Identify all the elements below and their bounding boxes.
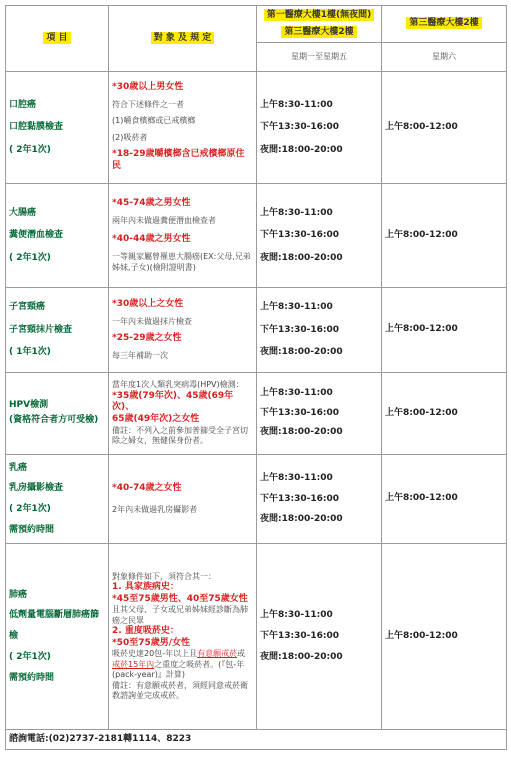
row-colorectal-cancer	[6, 184, 507, 288]
saturday-hours-cell	[382, 455, 507, 544]
header-site1-line2: 第三醫療大樓2樓	[281, 26, 356, 38]
criteria-text: 符合下述條件之一者	[112, 100, 184, 110]
item-appointment-note: 需預約時間	[9, 524, 55, 535]
criteria-cell	[109, 184, 257, 288]
criteria-cell	[109, 72, 257, 184]
weekday-hours-cell	[257, 288, 382, 373]
header-row	[6, 6, 507, 43]
hours-evening: 夜間:18:00-20:00	[260, 514, 343, 525]
header-item-label: 項 目	[43, 32, 70, 44]
criteria-text: (1)嚼食檳榔或已戒檳榔	[112, 116, 196, 126]
criteria-cell	[109, 455, 257, 544]
criteria-text: 兩年內未做過糞便潛血檢查者	[112, 216, 216, 226]
hours-evening: 夜間:18:00-20:00	[260, 252, 343, 263]
header-saturday: 星期六	[382, 43, 507, 72]
criteria-age: *25-29歲之女性	[112, 333, 182, 343]
criteria-underline: 戒菸15年內	[112, 659, 155, 669]
screening-schedule-table	[5, 5, 507, 750]
criteria-note: 備註：不列入之前參加普篩受全子宮切除之婦女，無健保身份者。	[112, 425, 248, 446]
item-cell	[6, 455, 109, 544]
item-test: 子宮頸抹片檢查	[9, 324, 73, 335]
hours-evening: 夜間:18:00-20:00	[260, 427, 343, 438]
criteria-note: 備註：有意願戒菸者，須經同意戒菸衛教諮詢並完成戒菸。	[112, 680, 248, 701]
header-site2-label: 第三醫療大樓2樓	[406, 17, 481, 29]
criteria-text: 每三年補助一次	[112, 350, 168, 360]
row-oral-cancer	[6, 72, 507, 184]
item-cell	[6, 184, 109, 288]
item-name: 大腸癌	[9, 207, 37, 218]
hours-saturday: 上午8:00-12:00	[385, 407, 458, 418]
row-hpv	[6, 373, 507, 455]
criteria-cell	[109, 544, 257, 730]
hours-morning: 上午8:30-11:00	[260, 472, 333, 483]
row-breast-cancer	[6, 455, 507, 544]
item-cell	[6, 373, 109, 455]
criteria-age: *35歲(79年次)、45歲(69年次)、	[112, 390, 234, 413]
hours-saturday: 上午8:00-12:00	[385, 630, 458, 641]
criteria-underline: 有意願戒菸	[197, 649, 238, 659]
weekday-hours-cell	[257, 544, 382, 730]
hours-saturday: 上午8:00-12:00	[385, 121, 458, 132]
criteria-age: *45-74歲之男女性	[112, 197, 191, 208]
item-name: 口腔癌	[9, 99, 37, 110]
hours-afternoon: 下午13:30-16:00	[260, 631, 340, 642]
criteria-text-part: 吸菸史達20包-年以上且	[112, 649, 198, 659]
criteria-heading: 2. 重度吸菸史：	[112, 626, 179, 637]
item-name: 肺癌	[9, 589, 28, 600]
criteria-text: 且其父母、子女或兄弟姊妹經診斷為肺癌之民眾	[112, 605, 248, 625]
criteria-text: 一等親家屬曾罹患大腸癌(EX:父母,兄弟姊妹,子女)(檢附證明書)	[112, 252, 251, 272]
item-frequency: ( 2年1次)	[9, 144, 51, 155]
item-note: (資格符合者方可受檢)	[9, 415, 99, 425]
hours-afternoon: 下午13:30-16:00	[260, 324, 340, 335]
criteria-text: 一年內未做過抹片檢查	[112, 316, 192, 326]
item-test: 低劑量電腦斷層肺癌篩檢	[9, 610, 100, 642]
footer-row	[6, 730, 507, 750]
item-cell	[6, 544, 109, 730]
header-target	[109, 6, 257, 72]
criteria-cell	[109, 288, 257, 373]
criteria-age: *18-29歲嚼檳榔含已戒檳榔原住民	[112, 149, 245, 171]
header-item	[6, 6, 109, 72]
criteria-text: 對象條件如下，須符合其一：	[112, 571, 216, 581]
item-frequency: ( 2年1次)	[9, 252, 51, 263]
item-frequency: ( 2年1次)	[9, 651, 51, 662]
header-target-label: 對 象 及 規 定	[151, 32, 215, 44]
item-appointment-note: 需預約時間	[9, 672, 55, 683]
saturday-hours-cell	[382, 373, 507, 455]
hours-saturday: 上午8:00-12:00	[385, 324, 458, 335]
hours-morning: 上午8:30-11:00	[260, 302, 333, 313]
item-name: 乳癌	[9, 462, 28, 473]
criteria-age: *50至75歲男/女性	[112, 637, 191, 648]
saturday-hours-cell	[382, 184, 507, 288]
header-site1	[257, 6, 382, 43]
weekday-hours-cell	[257, 72, 382, 184]
item-cell	[6, 288, 109, 373]
saturday-hours-cell	[382, 72, 507, 184]
item-frequency: ( 1年1次)	[9, 347, 51, 358]
hours-morning: 上午8:30-11:00	[260, 207, 333, 218]
hours-afternoon: 下午13:30-16:00	[260, 230, 340, 241]
criteria-heading: 1. 具家族病史：	[112, 581, 179, 592]
criteria-age: *30歲以上之女性	[112, 298, 184, 309]
hours-evening: 夜間:18:00-20:00	[260, 651, 343, 662]
hours-afternoon: 下午13:30-16:00	[260, 493, 340, 504]
header-weekday: 星期一至星期五	[257, 43, 382, 72]
item-test: 糞便潛血檢查	[9, 230, 64, 241]
hours-morning: 上午8:30-11:00	[260, 99, 333, 110]
criteria-text-part: 或	[237, 649, 246, 659]
weekday-hours-cell	[257, 373, 382, 455]
criteria-text: 2年內未做過乳房攝影者	[112, 504, 198, 514]
row-cervical-cancer	[6, 288, 507, 373]
item-cell	[6, 72, 109, 184]
hours-evening: 夜間:18:00-20:00	[260, 144, 343, 155]
hours-morning: 上午8:30-11:00	[260, 610, 333, 621]
header-site2	[382, 6, 507, 43]
criteria-age: *30歲以上男女性	[112, 82, 184, 93]
saturday-hours-cell	[382, 544, 507, 730]
criteria-age: *40-44歲之男女性	[112, 233, 191, 244]
criteria-cell	[109, 373, 257, 455]
hours-afternoon: 下午13:30-16:00	[260, 122, 340, 133]
saturday-hours-cell	[382, 288, 507, 373]
criteria-age: *45至75歲男性、40至75歲女性	[112, 593, 248, 604]
item-test: 乳房攝影檢查	[9, 483, 64, 494]
weekday-hours-cell	[257, 455, 382, 544]
header-site1-line1: 第一醫療大樓1樓(無夜間)	[264, 9, 375, 21]
hours-morning: 上午8:30-11:00	[260, 387, 333, 398]
item-name: HPV檢測	[9, 400, 49, 411]
hours-saturday: 上午8:00-12:00	[385, 493, 458, 504]
weekday-hours-cell	[257, 184, 382, 288]
criteria-text: 當年度1次人類乳突病毒(HPV)檢測：	[112, 380, 244, 390]
contact-phone: 諮詢電話:(02)2737-2181轉1114、8223	[6, 730, 507, 750]
criteria-text: (2)吸菸者	[112, 132, 148, 142]
criteria-text	[112, 649, 253, 680]
item-test: 口腔黏膜檢查	[9, 122, 64, 133]
criteria-text-part: 之重度之吸菸者。(『包-年(pack-year)』計算)	[112, 659, 245, 680]
hours-evening: 夜間:18:00-20:00	[260, 347, 343, 358]
row-lung-cancer	[6, 544, 507, 730]
criteria-age: 65歲(49年次)之女性	[112, 414, 200, 425]
hours-afternoon: 下午13:30-16:00	[260, 407, 340, 418]
item-frequency: ( 2年1次)	[9, 504, 51, 514]
hours-saturday: 上午8:00-12:00	[385, 229, 458, 240]
criteria-age: *40-74歲之女性	[112, 482, 182, 493]
item-name: 子宮頸癌	[9, 302, 46, 313]
